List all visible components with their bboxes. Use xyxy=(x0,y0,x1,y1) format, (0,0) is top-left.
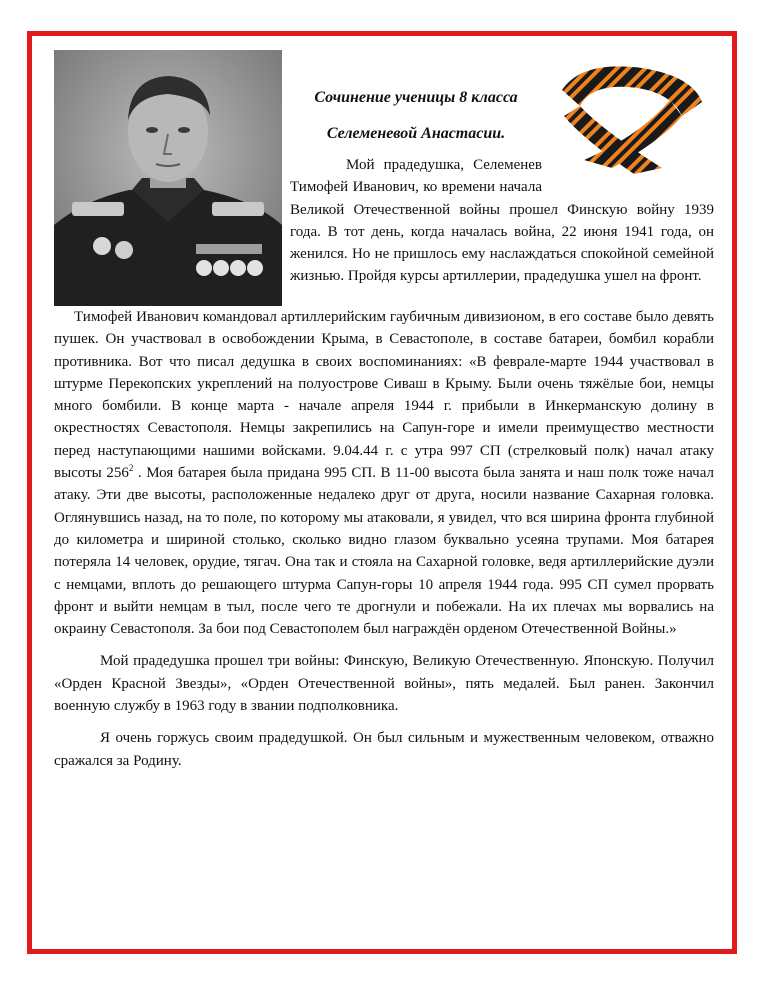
st-george-ribbon xyxy=(542,50,714,178)
paragraph-2 xyxy=(54,306,714,640)
ribbon-icon xyxy=(542,50,714,178)
title-line-2: Селеменевой Анастасии. xyxy=(326,125,506,142)
paragraph-4: Я очень горжусь своим прадедушкой. Он был сильным и мужественным человеком, отважно сражался за Родину. xyxy=(54,730,714,769)
paragraph-2-text-a: Тимофей Иванович командовал артиллерийским гаубичным дивизионом, в его составе было девять пушек. Он участвовал в освобождении Крыма, в Севастополе, в составе батареи, бомбил корабли противника. Вот что писал дедушка в своих воспоминаниях: «В феврале-марте 1944 участвовал в штурме Перекопских укреплений на полуострове Сиваш в Крыму. Были очень тяжёлые бои, немцы много бомбили. В конце марта - начале апреля 1944 г. прибыли в Инкерманскую долину в окрестностях Севастополя. Немцы закрепились на Сапун-горе и имели преимущество местности перед наступающими нашими войсками. 9.04.44 г. с утра 997 СП (стрелковый полк) начал атаку высоты 256 xyxy=(54,309,714,482)
title-line-1: Сочинение ученицы 8 класса xyxy=(314,89,518,106)
footnote-mark: 2 xyxy=(128,463,134,474)
paragraph-2-text-b: . Моя батарея была придана 995 СП. В 11-00 высота была занята и наш полк тоже начал атаку. Эти две высоты, расположенные недалеко друг от друга, носили название Сахарная головка. Оглянувшись назад, на то поле, по которому мы атаковали, я увидел, что вся ширина фронта глубиной до километра и шириной столько, сколько видно глазом буквально усеяна трупами. Моя батарея потеряла 14 человек, орудие, тягач. Она так и стояла на Сахарной головке, ведя артиллерийские дуэли с немцами, вплоть до решающего штурма Сапун-горы 10 апреля 1944 года. 995 СП сумел прорвать фронт и выйти немцам в тыл, после чего те дрогнули и побежали. На их плечах мы ворвались на окраину Севастополя. За бои под Севастополем был награждён орденом Отечественной Войны.» xyxy=(54,465,714,638)
paragraph-1: Мой прадедушка, Селеменев Тимофей Иванович, ко времени начала Великой Отечественной войны прошел Финскую войну 1939 года. В тот день, когда началась война, 22 июня 1941 года, он женился. Но не пришлось ему наслаждаться спокойной семейной жизнью. Пройдя курсы артиллерии, прадедушка ушел на фронт. xyxy=(290,157,714,285)
soldier-portrait-photo xyxy=(54,50,282,306)
essay-content xyxy=(54,50,714,772)
portrait-icon xyxy=(54,50,282,306)
paragraph-3: Мой прадедушка прошел три войны: Финскую, Великую Отечественную. Японскую. Получил «Орден Красной Звезды», «Орден Отечественной войны», пять медалей. Был ранен. Закончил военную службу в 1963 году в звании подполковника. xyxy=(54,653,714,715)
